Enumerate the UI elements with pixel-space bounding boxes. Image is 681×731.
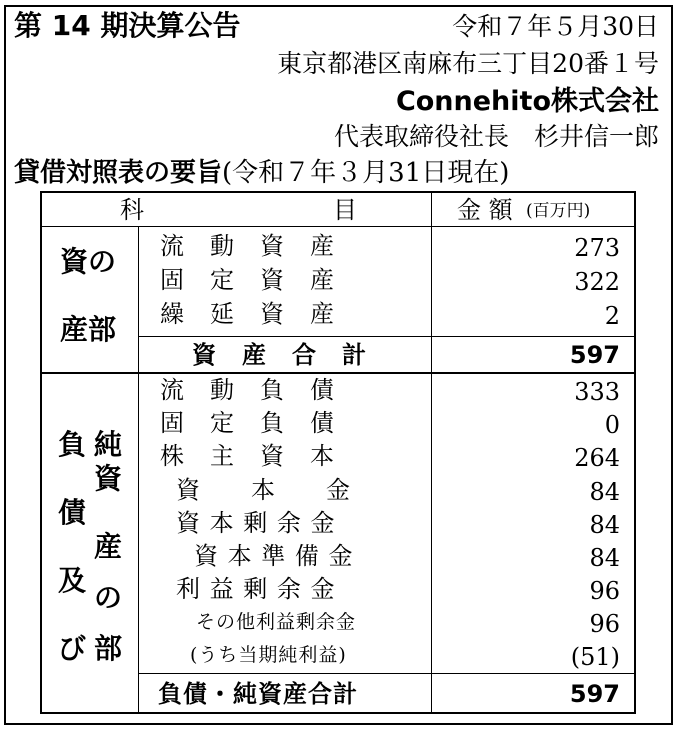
liab-total-value: 597 xyxy=(569,680,620,708)
liab-row-label: (うち当期純利益) xyxy=(190,644,347,666)
liab-row-label: 株 主 資 本 xyxy=(160,442,335,470)
asset-total-value: 597 xyxy=(569,341,620,369)
liab-row-value: (51) xyxy=(570,643,620,671)
asset-row-label: 繰 延 資 産 xyxy=(160,300,335,328)
header-subject-1: 科 xyxy=(120,196,144,224)
section-divider xyxy=(42,372,634,374)
liab-total-divider xyxy=(138,673,634,674)
liab-total-label: 負債・純資産合計 xyxy=(158,680,358,708)
liab-section-char: 債 xyxy=(58,496,87,529)
liab-row-value: 0 xyxy=(604,411,620,439)
assets-section-label-2: 産部 xyxy=(60,313,117,346)
asset-row-value: 273 xyxy=(574,234,620,262)
liab-section-char: び xyxy=(58,632,87,665)
liab-section-char: 負 xyxy=(58,428,87,461)
liab-row-label: 利 益 剰 余 金 xyxy=(176,575,336,603)
liab-row-value: 84 xyxy=(589,478,620,506)
liab-row-value: 84 xyxy=(589,544,620,572)
company-address: 東京都港区南麻布三丁目20番１号 xyxy=(277,49,659,78)
liab-row-label: 固 定 負 債 xyxy=(160,409,335,437)
header-subject-2: 目 xyxy=(333,196,357,224)
liab-section-char: 純 xyxy=(94,428,123,461)
asset-total-divider xyxy=(138,336,634,337)
representative: 代表取締役社長 杉井信一郎 xyxy=(333,122,659,151)
liab-section-char: 部 xyxy=(94,632,123,665)
liab-row-value: 264 xyxy=(574,444,620,472)
balance-sheet-table xyxy=(40,191,636,714)
asset-row-label: 固 定 資 産 xyxy=(160,266,335,294)
liab-row-value: 96 xyxy=(589,577,620,605)
asset-total-label: 資 産 合 計 xyxy=(192,341,367,369)
company-name: Connehito株式会社 xyxy=(395,86,659,117)
liab-row-value: 333 xyxy=(574,378,620,406)
liab-row-label: 資 本 準 備 金 xyxy=(194,542,354,570)
notice-title: 第 14 期決算公告 xyxy=(14,9,241,42)
liab-section-char: 産 xyxy=(94,530,123,563)
asset-row-label: 流 動 資 産 xyxy=(160,232,335,260)
liab-row-value: 96 xyxy=(589,610,620,638)
section-column-divider xyxy=(138,226,139,712)
statement-title-date: (令和７年３月31日現在) xyxy=(222,158,510,188)
statement-title xyxy=(14,160,509,186)
assets-section-label-1: 資の xyxy=(60,245,117,278)
liab-row-label: その他利益剰余金 xyxy=(196,611,357,633)
notice-date: 令和７年５月30日 xyxy=(452,12,659,41)
statement-title-main: 貸借対照表の要旨 xyxy=(14,158,223,188)
liab-row-value: 84 xyxy=(589,511,620,539)
header-unit: (百万円) xyxy=(526,201,591,221)
asset-row-value: 322 xyxy=(574,268,620,296)
header-divider xyxy=(42,226,634,227)
liab-section-char: の xyxy=(94,581,123,614)
amount-column-divider xyxy=(431,193,432,712)
liab-row-label: 資 本 剰 余 金 xyxy=(176,509,336,537)
header-amount: 金 額 xyxy=(457,196,513,224)
liab-row-label: 資 本 金 xyxy=(176,476,351,504)
liab-row-label: 流 動 負 債 xyxy=(160,376,335,404)
liab-section-char: 資 xyxy=(94,462,123,495)
asset-row-value: 2 xyxy=(604,302,620,330)
liab-section-char: 及 xyxy=(58,564,87,597)
